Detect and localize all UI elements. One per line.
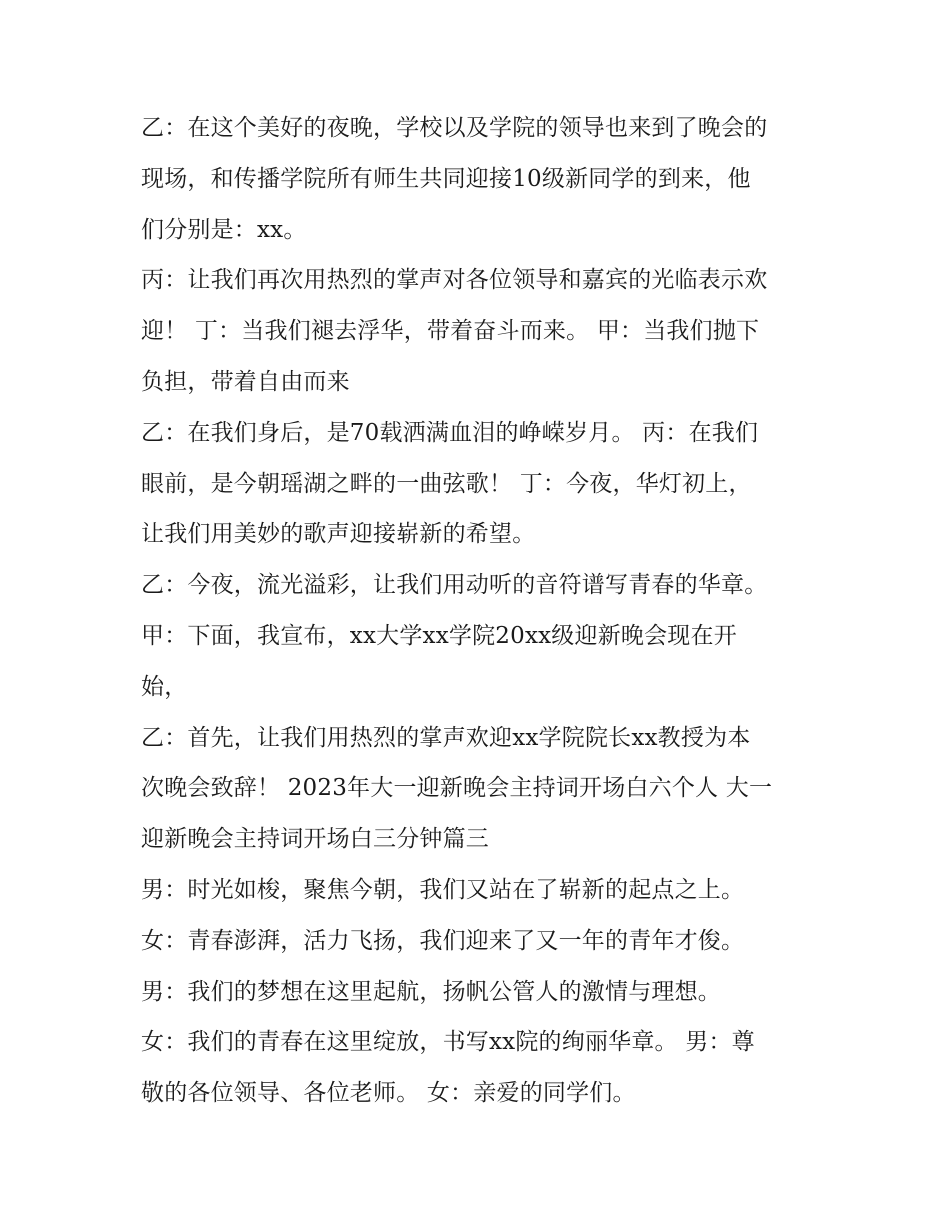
text-line-9: 让我们用美妙的歌声迎接崭新的希望。 bbox=[141, 521, 536, 548]
text-line-7: 乙：在我们身后，是70载洒满血泪的峥嵘岁月。 丙：在我们 bbox=[141, 419, 759, 446]
text-line-13: 乙：首先，让我们用热烈的掌声欢迎xx学院院长xx教授为本 bbox=[141, 724, 751, 751]
text-line-14: 次晚会致辞！ 2023年大一迎新晚会主持词开场白六个人 大一 bbox=[141, 775, 773, 802]
text-line-5: 迎！ 丁：当我们褪去浮华，带着奋斗而来。 甲：当我们抛下 bbox=[141, 318, 760, 345]
text-line-3: 们分别是：xx。 bbox=[141, 216, 307, 243]
text-line-10: 乙：今夜，流光溢彩，让我们用动听的音符谱写青春的华章。 bbox=[141, 572, 768, 599]
text-line-1: 乙：在这个美好的夜晚，学校以及学院的领导也来到了晚会的 bbox=[141, 115, 768, 141]
text-line-2: 现场，和传播学院所有师生共同迎接10级新同学的到来，他 bbox=[141, 165, 751, 192]
text-line-19: 女：我们的青春在这里绽放，书写xx院的绚丽华章。 男：尊 bbox=[141, 1029, 755, 1056]
text-line-17: 女：青春澎湃，活力飞扬，我们迎来了又一年的青年才俊。 bbox=[141, 927, 745, 954]
text-line-16: 男：时光如梭，聚焦今朝，我们又站在了崭新的起点之上。 bbox=[141, 876, 745, 903]
text-line-20: 敬的各位领导、各位老师。 女：亲爱的同学们。 bbox=[141, 1080, 636, 1107]
text-line-8: 眼前，是今朝瑶湖之畔的一曲弦歌！ 丁：今夜，华灯初上， bbox=[141, 470, 752, 497]
text-line-15: 迎新晚会主持词开场白三分钟篇三 bbox=[141, 826, 489, 853]
text-line-11: 甲：下面，我宣布，xx大学xx学院20xx级迎新晚会现在开 bbox=[141, 622, 737, 649]
document-body bbox=[141, 103, 816, 1119]
text-line-18: 男：我们的梦想在这里起航，扬帆公管人的激情与理想。 bbox=[141, 978, 721, 1005]
text-line-6: 负担，带着自由而来 bbox=[141, 368, 350, 395]
text-line-12: 始， bbox=[141, 673, 188, 700]
text-line-4: 丙：让我们再次用热烈的掌声对各位领导和嘉宾的光临表示欢 bbox=[141, 267, 768, 294]
